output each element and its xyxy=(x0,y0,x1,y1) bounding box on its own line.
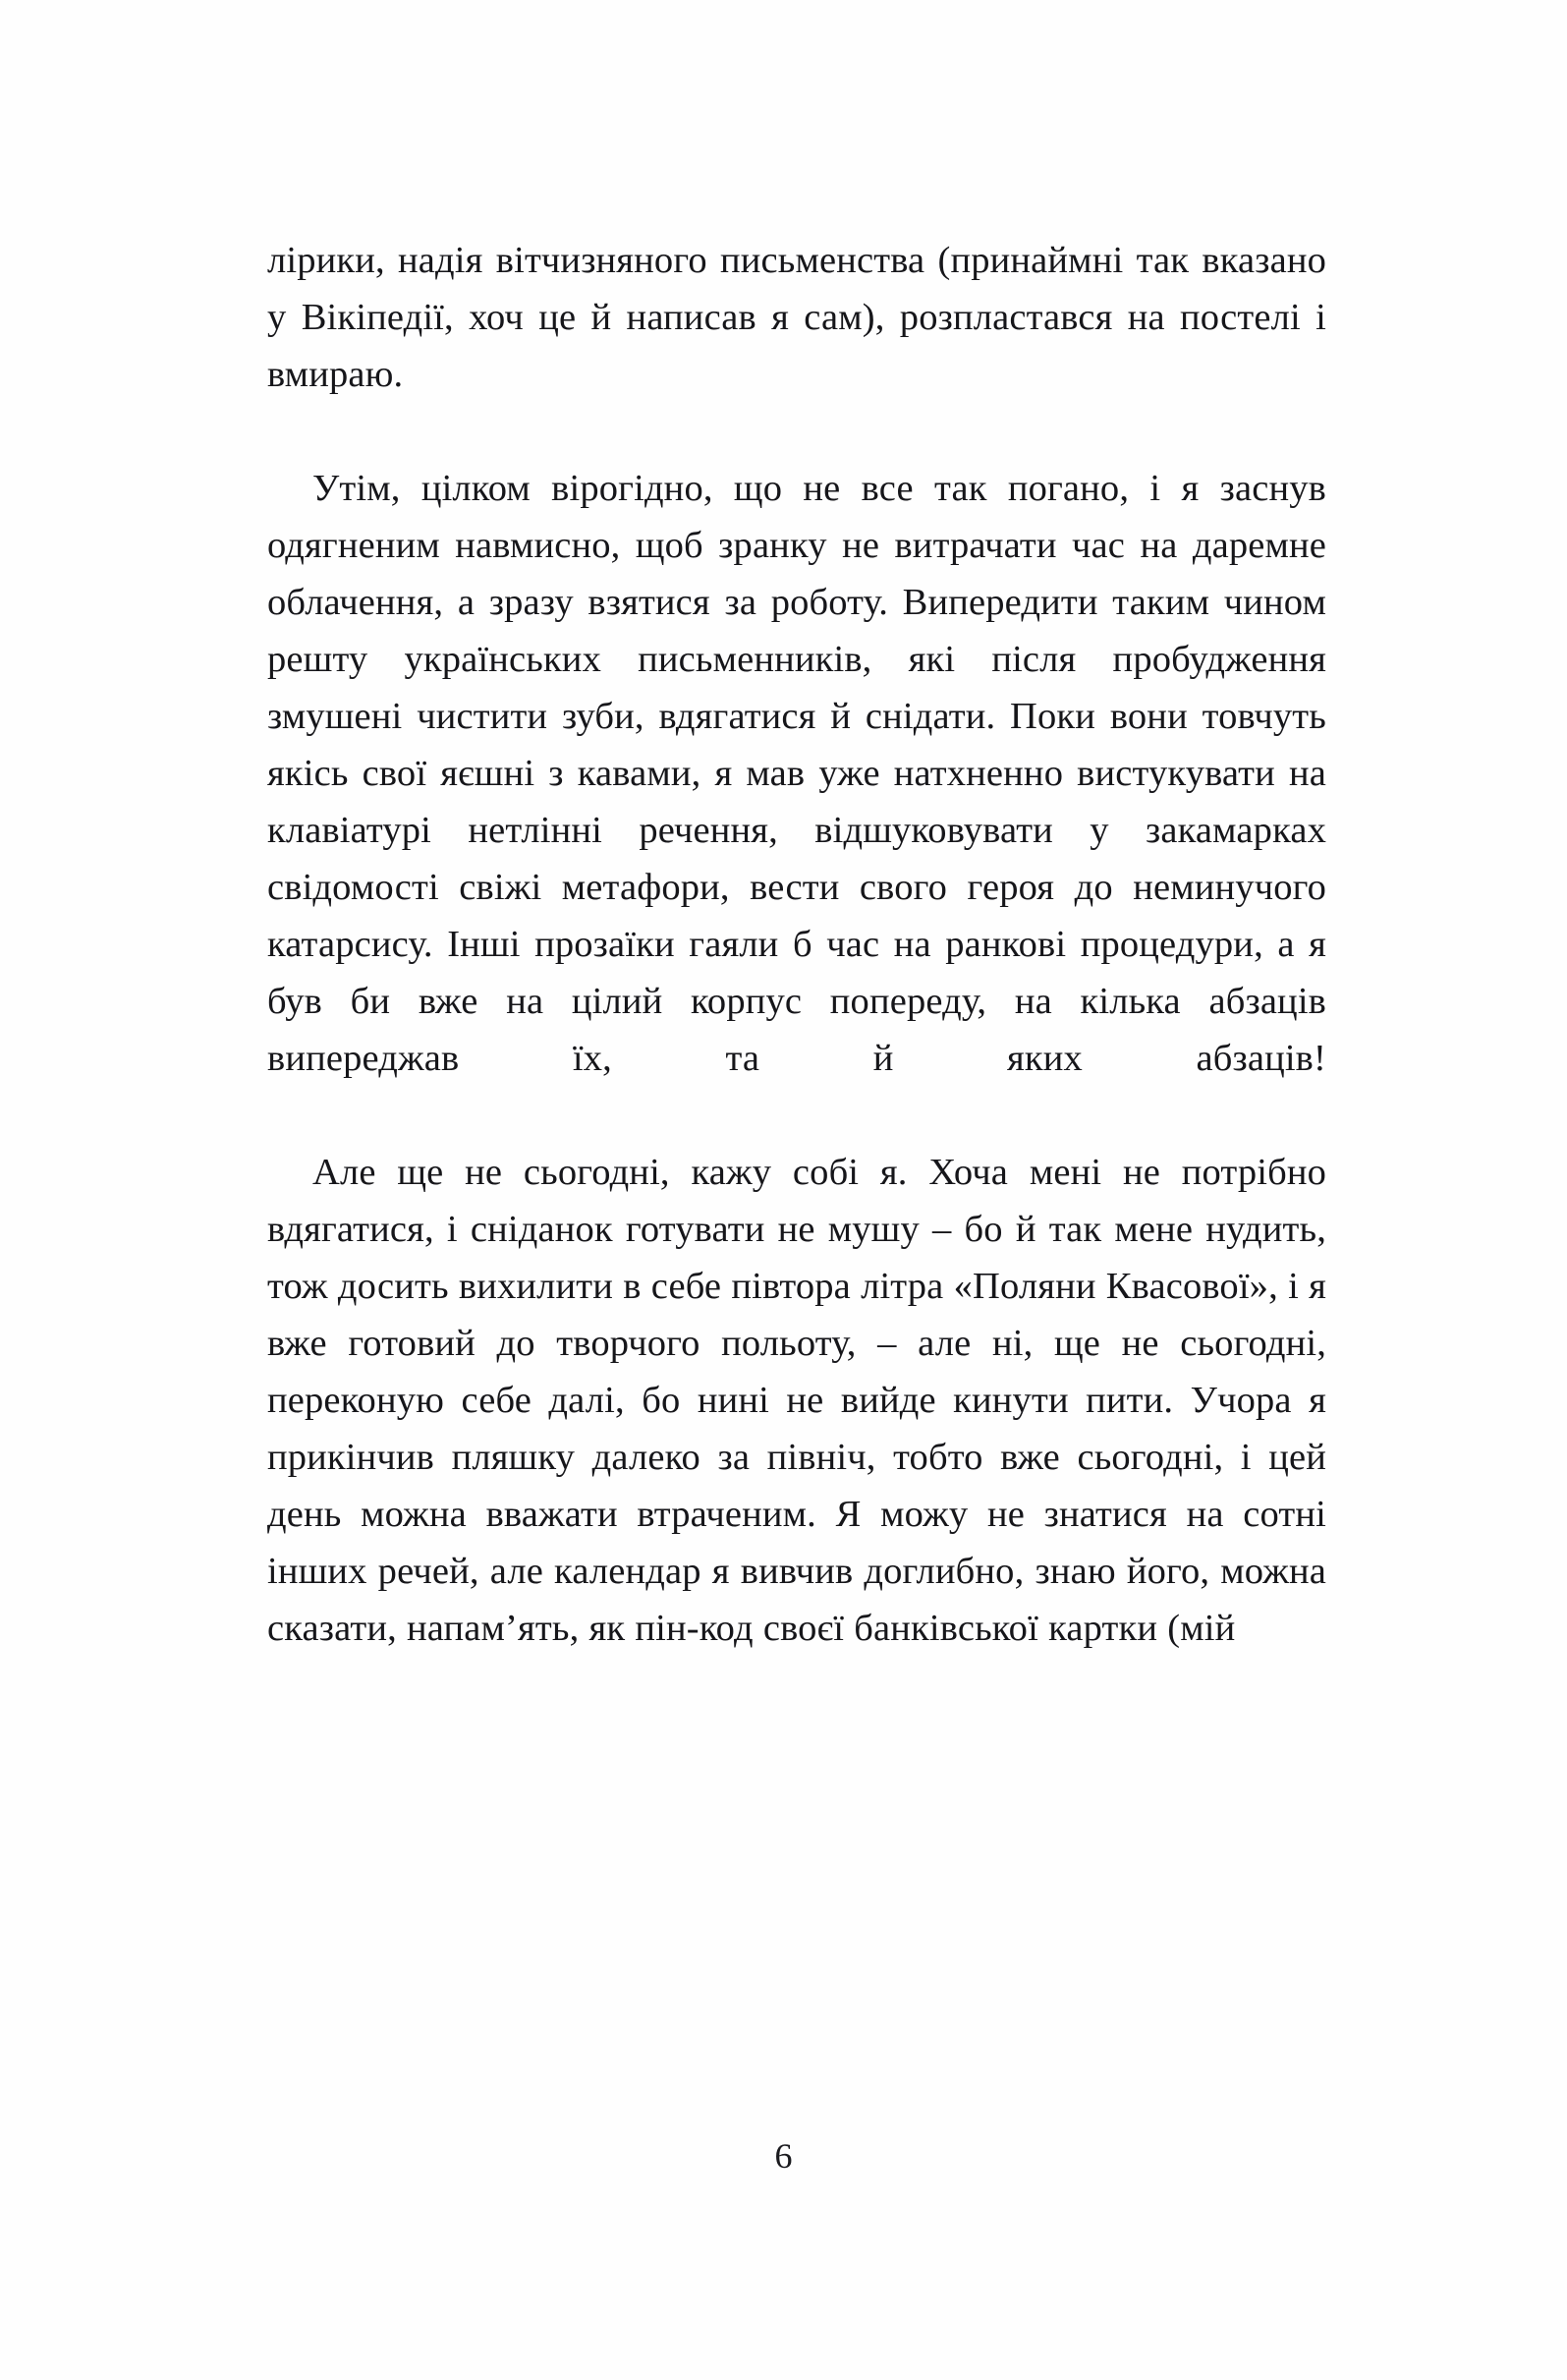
paragraph-utim: Утім, цілком вірогідно, що не все так погано, і я заснув одягненим навмисно, щоб зранку не витрачати час на даремне облачення, а зразу взятися за роботу. Випередити таким чином решту українських письменників, які після пробудження змушені чистити зуби, вдягатися й снідати. Поки вони товчуть якісь свої яєшні з кавами, я мав уже натхненно вистукувати на клавіатурі нетлінні речення, відшуковувати у закамарках свідомості свіжі метафори, вести свого героя до неминучого катарсису. Інші прозаїки гаяли б час на ранкові процедури, а я був би вже на цілий корпус попереду, на кілька абзаців випереджав їх, та й яких абзаців! xyxy=(267,468,1326,1079)
body-text-column xyxy=(267,232,1326,1657)
page-number: 6 xyxy=(774,2136,793,2176)
paragraph-continued: лірики, надія вітчизняного письменства (принаймні так вказано у Вікіпедії, хоч це й написав я сам), розпластався на постелі і вмираю. xyxy=(267,240,1326,395)
paragraph-ale-shche: Але ще не сьогодні, кажу собі я. Хоча мені не потрібно вдягатися, і сніданок готувати не мушу – бо й так мене нудить, тож досить вихилити в себе півтора літра «Поляни Квасової», і я вже готовий до творчого польоту, – але ні, ще не сьогодні, переконую себе далі, бо нині не вийде кинути пити. Учора я прикінчив пляшку далеко за північ, тобто вже сьогодні, і цей день можна вважати втраченим. Я можу не знатися на сотні інших речей, але календар я вивчив доглибно, знаю його, можна сказати, напам’ять, як пін-код своєї банківської картки (мій xyxy=(267,1152,1326,1649)
